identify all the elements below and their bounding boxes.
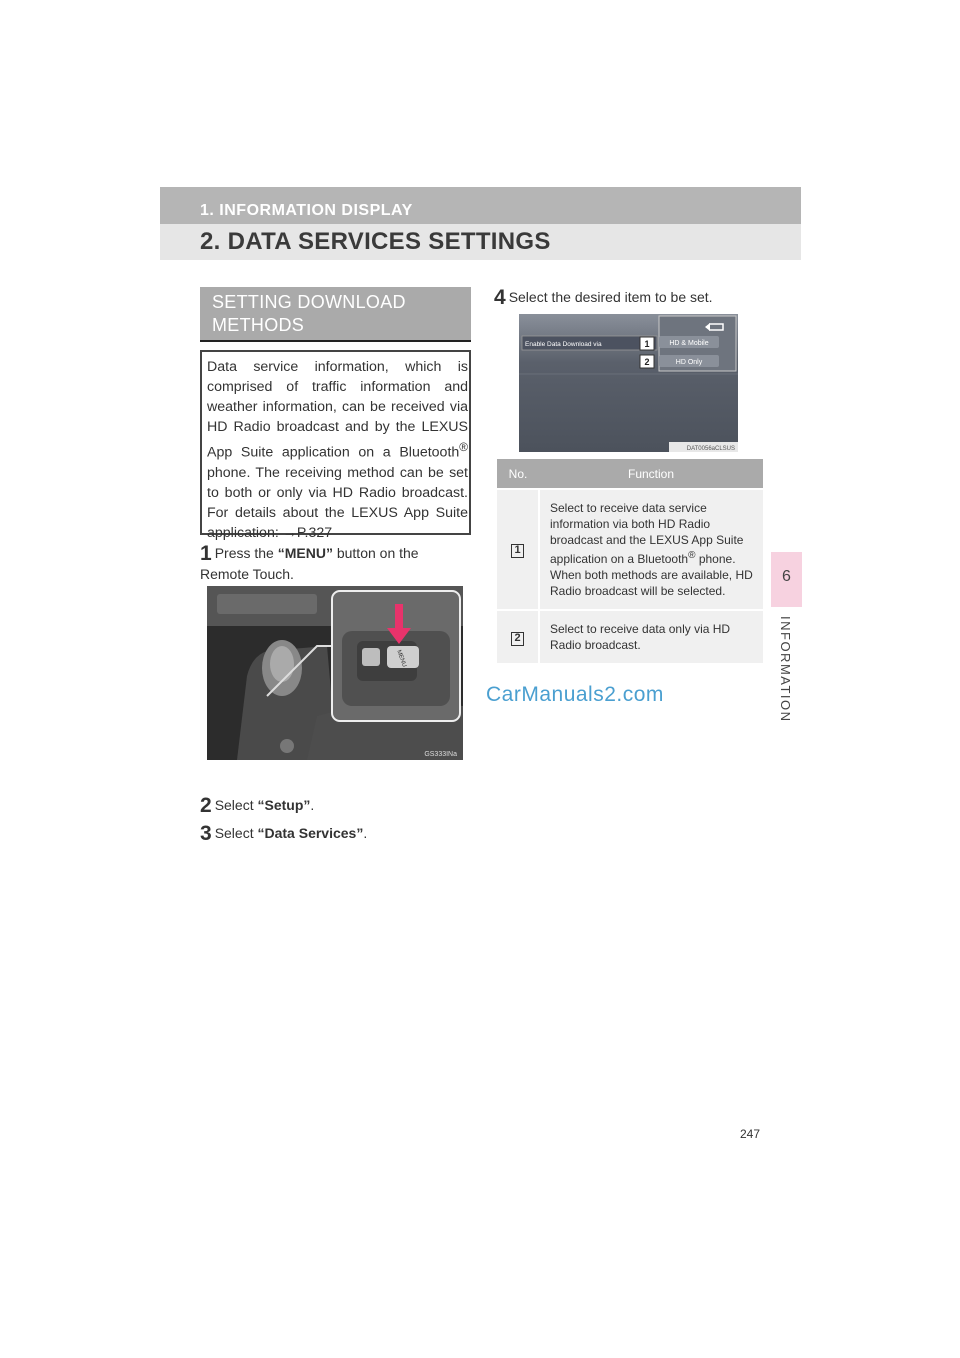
page-number: 247 xyxy=(740,1127,761,1141)
step-3: 3 Select “Data Services”. xyxy=(200,822,368,845)
marker-2: 2 xyxy=(644,357,650,367)
option-label: Enable Data Download via xyxy=(525,341,602,348)
screen-illustration xyxy=(519,314,738,452)
col-no-header: No. xyxy=(497,459,539,489)
registered-mark: ® xyxy=(459,440,468,454)
setting-section-title: SETTING DOWNLOAD METHODS xyxy=(212,292,406,335)
section-header-bar xyxy=(160,224,801,260)
watermark: CarManuals2.com xyxy=(486,683,664,706)
table-row xyxy=(497,489,763,610)
page-reference: →P.327 xyxy=(282,524,333,541)
table-row xyxy=(497,610,763,663)
remote-touch-illustration xyxy=(207,586,463,760)
row-description: Select to receive data service information via both HD Radio broadcast and the LEXUS App Suite application on a Bluetooth® phone. When both methods are available, HD Radio broadcast will be selected. xyxy=(539,489,763,610)
step-4: 4 Select the desired item to be set. xyxy=(494,286,713,309)
marker-1: 1 xyxy=(644,339,650,349)
setting-section-heading xyxy=(200,287,471,342)
menu-key-label: MENU xyxy=(395,649,407,669)
chapter-title: 1. INFORMATION DISPLAY xyxy=(200,202,413,219)
hd-mobile-button[interactable]: HD & Mobile xyxy=(669,340,709,347)
step-2: 2 Select “Setup”. xyxy=(200,794,315,817)
data-services-screen xyxy=(519,314,738,452)
row-description: Select to receive data only via HD Radio broadcast. xyxy=(539,610,763,663)
photo-code: GS333INa xyxy=(424,751,457,758)
chapter-header-bar xyxy=(160,187,801,224)
screen-code: DAT0056aCLSUS xyxy=(686,446,735,452)
col-function-header: Function xyxy=(539,459,763,489)
remote-touch-photo xyxy=(207,586,463,760)
row-number: 2 xyxy=(511,632,524,646)
chapter-tab xyxy=(771,552,802,607)
info-text: Data service information, which is comprised of traffic information and weather information, can be received via HD Radio broadcast and by the LEXUS App Suite application on a Bluetooth® phone. The receiving method can be set to both or only via HD Radio broadcast. For details about the LEXUS App Suite application: →P.327 xyxy=(207,359,468,541)
chapter-tab-label: INFORMATION xyxy=(778,616,793,723)
section-title: 2. DATA SERVICES SETTINGS xyxy=(200,228,551,255)
function-table xyxy=(497,459,763,663)
table-header-row xyxy=(497,459,763,489)
info-box xyxy=(200,350,471,541)
chapter-tab-number: 6 xyxy=(782,568,791,585)
step-1: 1 Press the “MENU” button on the Remote Touch. xyxy=(200,542,419,582)
row-number: 1 xyxy=(511,544,524,558)
hd-only-button[interactable]: HD Only xyxy=(675,359,703,366)
